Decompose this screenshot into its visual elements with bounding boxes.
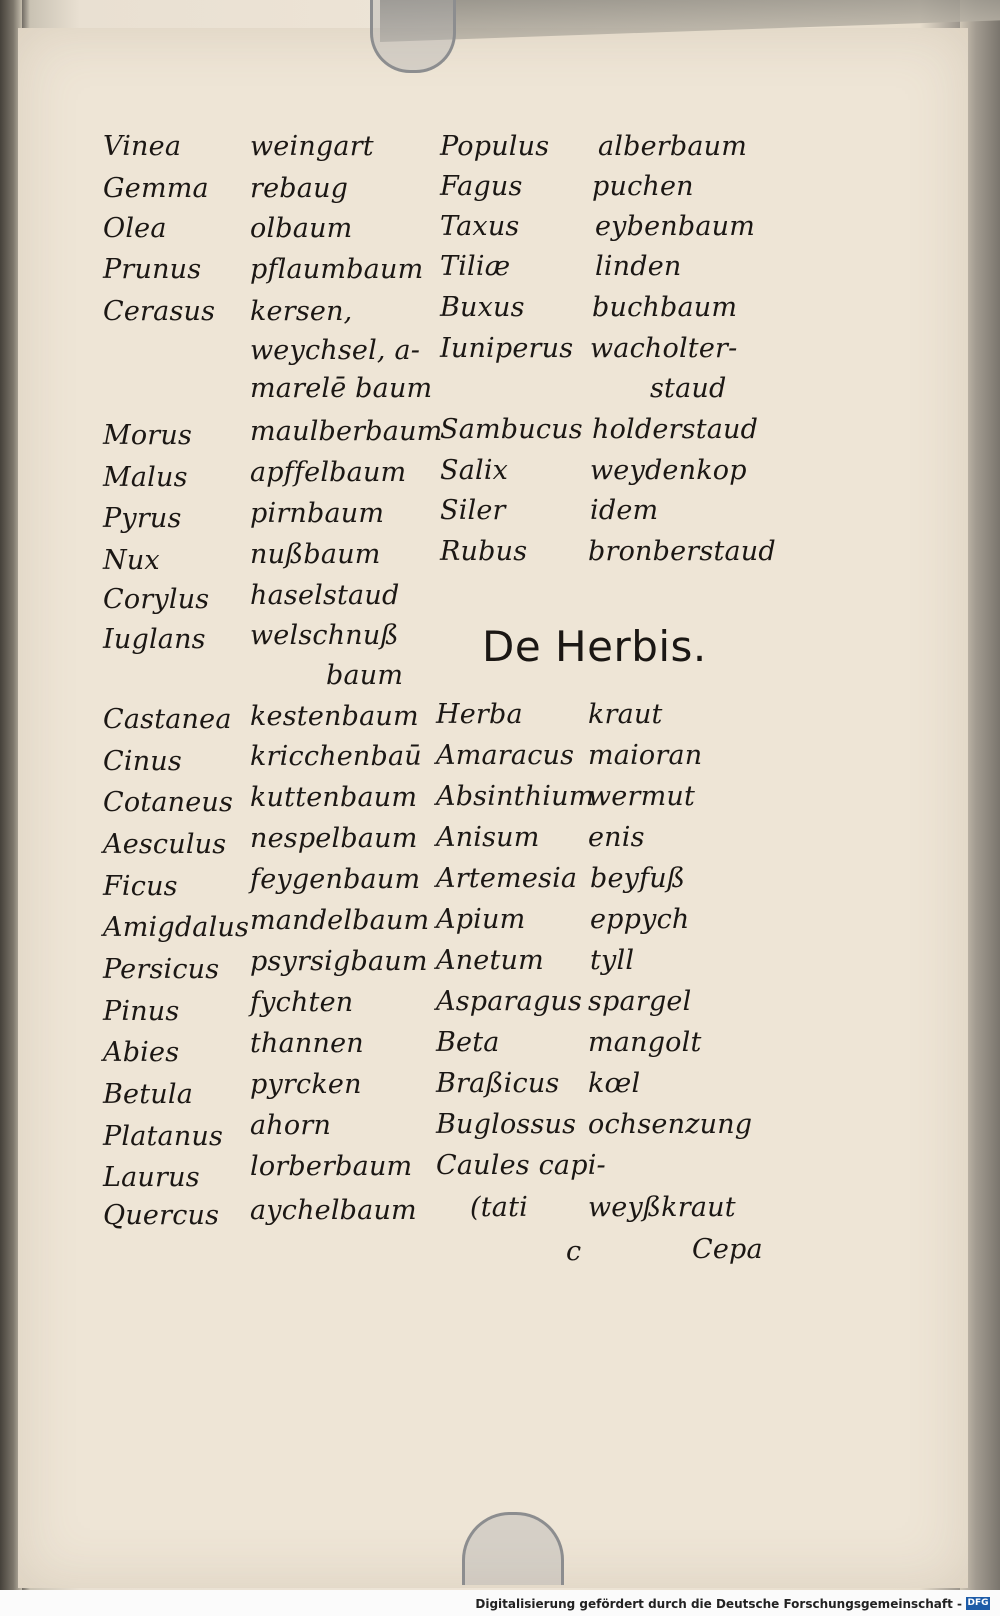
- latin-word: Ficus: [103, 871, 178, 902]
- latin-word: Aesculus: [103, 829, 227, 860]
- latin-word: Platanus: [103, 1121, 224, 1152]
- latin-word: Iuglans: [103, 624, 206, 655]
- german-word: feygenbaum: [250, 864, 421, 895]
- latin-word: Pyrus: [103, 503, 182, 534]
- german-word: olbaum: [250, 213, 353, 244]
- german-word: weydenkop: [590, 455, 747, 486]
- latin-word: Pinus: [103, 996, 180, 1027]
- latin-word: Castanea: [103, 704, 232, 735]
- latin-word: Rubus: [440, 536, 528, 567]
- german-word: rebaug: [250, 173, 349, 204]
- german-word: maioran: [588, 740, 703, 771]
- german-word: nespelbaum: [250, 823, 418, 854]
- latin-word: Iuniperus: [440, 333, 574, 364]
- german-word: lorberbaum: [250, 1151, 413, 1182]
- latin-word: Braßicus: [436, 1068, 560, 1099]
- latin-word: Prunus: [103, 254, 202, 285]
- german-word: eybenbaum: [595, 211, 756, 242]
- german-word: spargel: [588, 986, 692, 1017]
- german-word: weingart: [250, 131, 374, 162]
- latin-word: Amaracus: [436, 740, 575, 771]
- german-word: tyll: [590, 945, 635, 976]
- latin-word: Persicus: [103, 954, 220, 985]
- german-word: puchen: [592, 171, 694, 202]
- section-heading: De Herbis.: [482, 622, 707, 671]
- german-word: enis: [588, 822, 645, 853]
- german-word: alberbaum: [598, 131, 748, 162]
- latin-word: Herba: [436, 699, 523, 730]
- latin-word: Buglossus: [436, 1109, 577, 1140]
- latin-word: Taxus: [440, 211, 520, 242]
- german-word: kersen,: [250, 296, 353, 327]
- latin-word: Gemma: [103, 173, 209, 204]
- latin-word: Morus: [103, 420, 193, 451]
- german-word: psyrsigbaum: [250, 946, 428, 977]
- german-word: kuttenbaum: [250, 782, 418, 813]
- latin-word: Corylus: [103, 584, 210, 615]
- latin-word: Salix: [440, 455, 509, 486]
- german-word: weyßkraut: [588, 1192, 736, 1223]
- latin-word: Amigdalus: [103, 912, 250, 943]
- german-word: aychelbaum: [250, 1195, 417, 1226]
- latin-word: Betula: [103, 1079, 193, 1110]
- latin-word: Apium: [436, 904, 526, 935]
- german-word: kestenbaum: [250, 701, 419, 732]
- footer-credit: Digitalisierung gefördert durch die Deutsche Forschungsgemeinschaft -: [475, 1597, 962, 1611]
- latin-word: Cinus: [103, 746, 182, 777]
- german-word: pirnbaum: [250, 498, 385, 529]
- latin-word: (tati: [470, 1192, 528, 1223]
- german-word: wermut: [588, 781, 696, 812]
- signature-mark: c: [566, 1236, 582, 1267]
- german-word: idem: [590, 495, 659, 526]
- latin-word: Vinea: [103, 131, 182, 162]
- latin-word: Cotaneus: [103, 787, 234, 818]
- german-word: linden: [595, 251, 682, 282]
- latin-word: Anisum: [436, 822, 540, 853]
- german-word: maulberbaum: [250, 416, 443, 447]
- german-word: kœl: [588, 1068, 641, 1099]
- german-word: eppych: [590, 904, 690, 935]
- latin-word: Absinthium: [436, 781, 595, 812]
- german-word: pyrcken: [250, 1069, 362, 1100]
- latin-word: Malus: [103, 462, 188, 493]
- latin-word: Olea: [103, 213, 167, 244]
- latin-word: Populus: [440, 131, 550, 162]
- german-word: holderstaud: [592, 414, 759, 445]
- dfg-logo: DFG: [967, 1598, 989, 1608]
- german-word: nußbaum: [250, 539, 381, 570]
- top-page-clip: [370, 0, 456, 73]
- german-word: pflaumbaum: [250, 254, 424, 285]
- german-word: ochsenzung: [588, 1109, 753, 1140]
- latin-word: Tiliæ: [440, 251, 511, 282]
- latin-word: Fagus: [440, 171, 523, 202]
- latin-word: Buxus: [440, 292, 525, 323]
- latin-word: Beta: [436, 1027, 500, 1058]
- latin-word: Asparagus: [436, 986, 583, 1017]
- latin-word: Nux: [103, 545, 160, 576]
- german-word: haselstaud: [250, 580, 400, 611]
- german-word: kraut: [588, 699, 663, 730]
- german-word: wacholter-: [590, 333, 738, 364]
- german-word: staud: [650, 373, 727, 404]
- german-word: mandelbaum: [250, 905, 430, 936]
- latin-word: Artemesia: [436, 863, 578, 894]
- catchword: Cepa: [692, 1234, 763, 1265]
- latin-word: Sambucus: [440, 414, 583, 445]
- latin-word: Siler: [440, 495, 506, 526]
- latin-word: Anetum: [436, 945, 544, 976]
- german-word: mangolt: [588, 1027, 702, 1058]
- german-word: buchbaum: [592, 292, 738, 323]
- latin-word: Quercus: [103, 1200, 220, 1231]
- latin-word: Abies: [103, 1037, 180, 1068]
- german-word: apffelbaum: [250, 457, 407, 488]
- german-word: marelē baum: [250, 373, 433, 404]
- german-word: kricchenbaū: [250, 741, 422, 772]
- german-word: welschnuß: [250, 620, 399, 651]
- german-word: fychten: [250, 987, 354, 1018]
- german-word: thannen: [250, 1028, 364, 1059]
- german-word: baum: [326, 660, 404, 691]
- german-word: bronberstaud: [588, 536, 776, 567]
- german-word: beyfuß: [590, 863, 686, 894]
- latin-word: Cerasus: [103, 296, 216, 327]
- german-word: weychsel, a-: [250, 335, 421, 366]
- german-word: ahorn: [250, 1110, 332, 1141]
- latin-word: Caules capi-: [436, 1150, 606, 1181]
- latin-word: Laurus: [103, 1162, 200, 1193]
